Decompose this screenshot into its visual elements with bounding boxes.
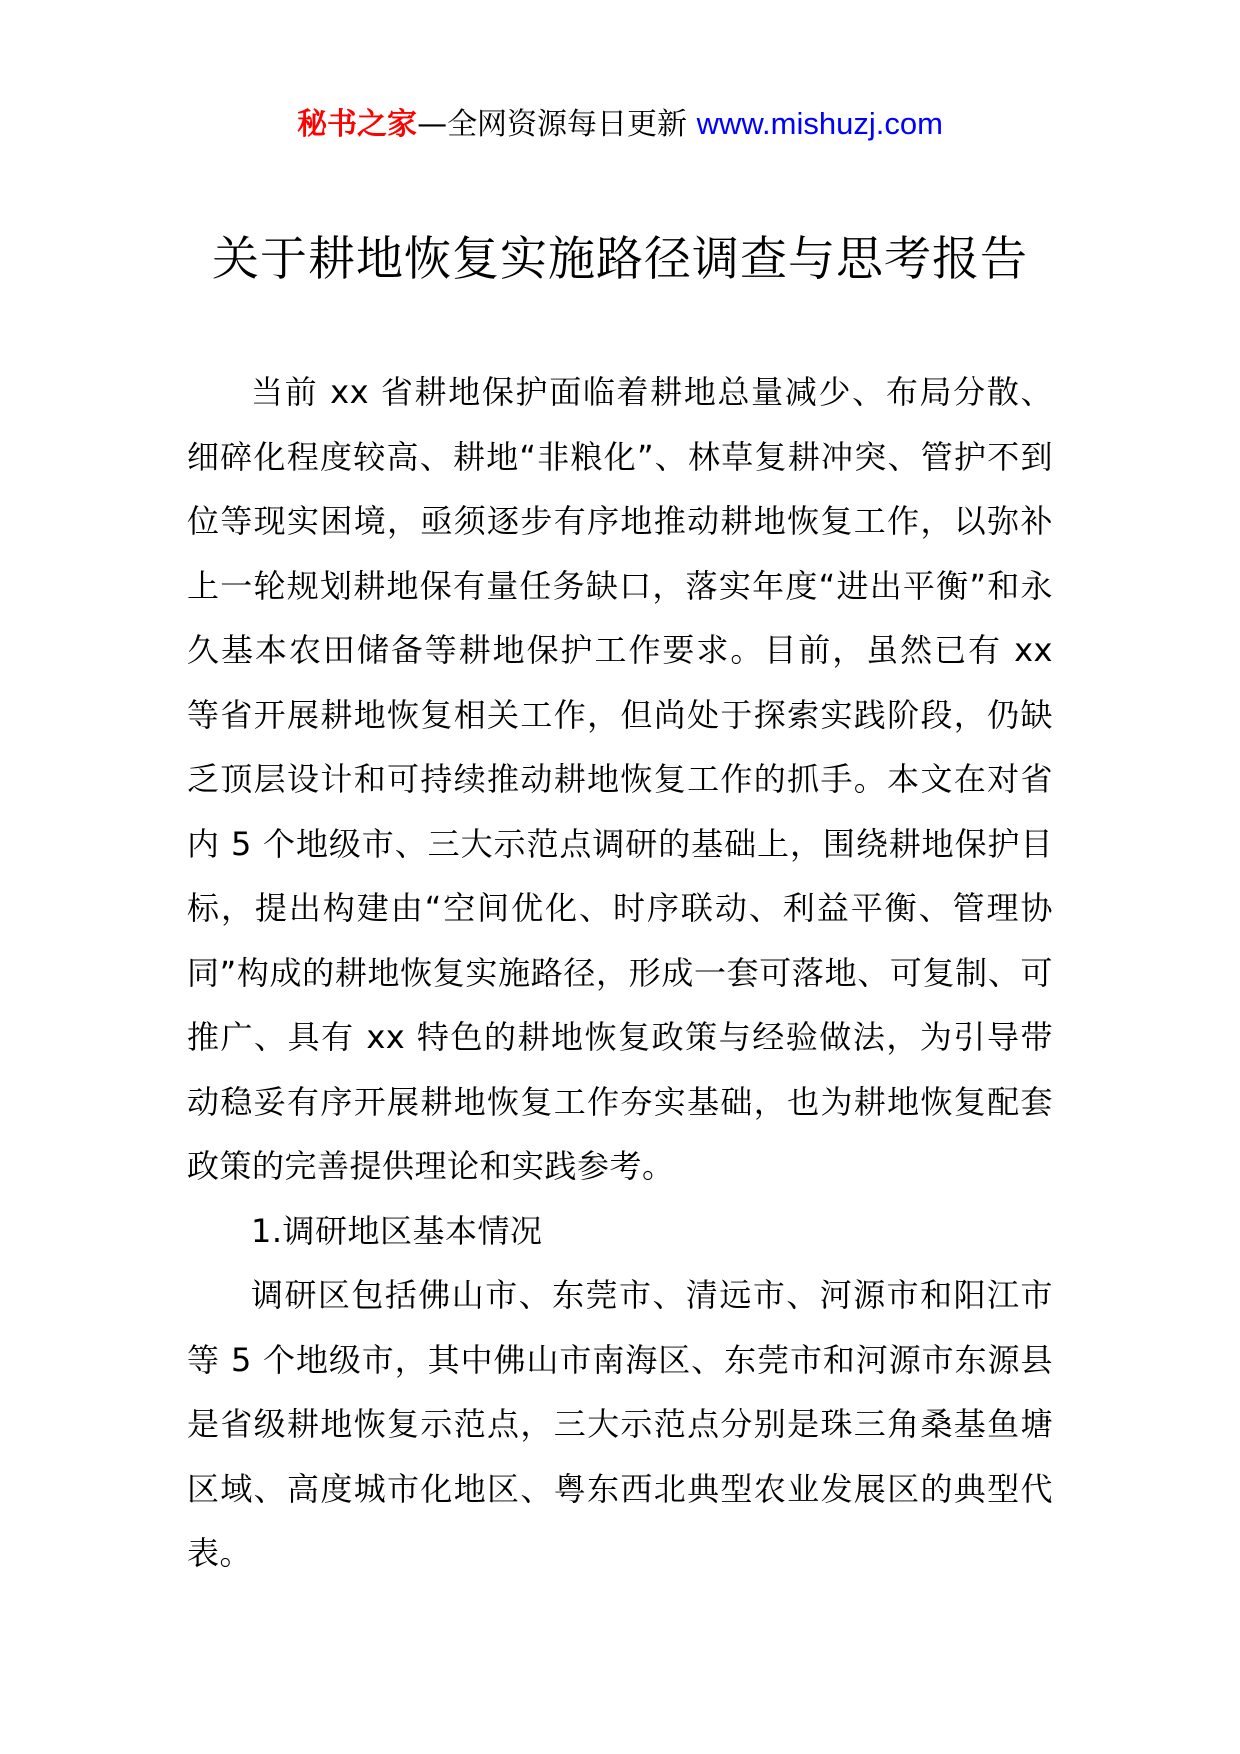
site-url-link[interactable]: www.mishuzj.com [696,106,943,141]
section-heading: 1.调研地区基本情况 [251,1211,543,1250]
document-title: 关于耕地恢复实施路径调查与思考报告 [212,232,1028,287]
header-slogan: —全网资源每日更新 [417,107,697,142]
brand-name: 秘书之家 [297,107,418,142]
intro-paragraph: 当前 xx 省耕地保护面临着耕地总量减少、布局分散、细碎化程度较高、耕地“非粮化”、林草复耕冲突、管护不到位等现实困境，亟须逐步有序地推动耕地恢复工作，以弥补上一轮规划耕地保有量任务缺口，落实年度“进出平衡”和永久基本农田储备等耕地保护工作要求。目前，虽然已有 xx 等省开展耕地恢复相关工作，但尚处于探索实践阶段，仍缺乏顶层设计和可持续推动耕地恢复工作的抓手。本文在对省内 5 个地级市、三大示范点调研的基础上，围绕耕地保护目标，提出构建由“空间优化、时序联动、利益平衡、管理协同”构成的耕地恢复实施路径，形成一套可落地、可复制、可推广、具有 xx 特色的耕地恢复政策与经验做法，为引导带动稳妥有序开展耕地恢复工作夯实基础，也为耕地恢复配套政策的完善提供理论和实践参考。 [187,373,1053,1185]
document-body [187,360,1053,1586]
section-paragraph: 调研区包括佛山市、东莞市、清远市、河源市和阳江市等 5 个地级市，其中佛山市南海区、东莞市和河源市东源县是省级耕地恢复示范点，三大示范点分别是珠三角桑基鱼塘区域、高度城市化地区、粤东西北典型农业发展区的典型代表。 [187,1276,1053,1572]
watermark-header [0,102,1240,147]
